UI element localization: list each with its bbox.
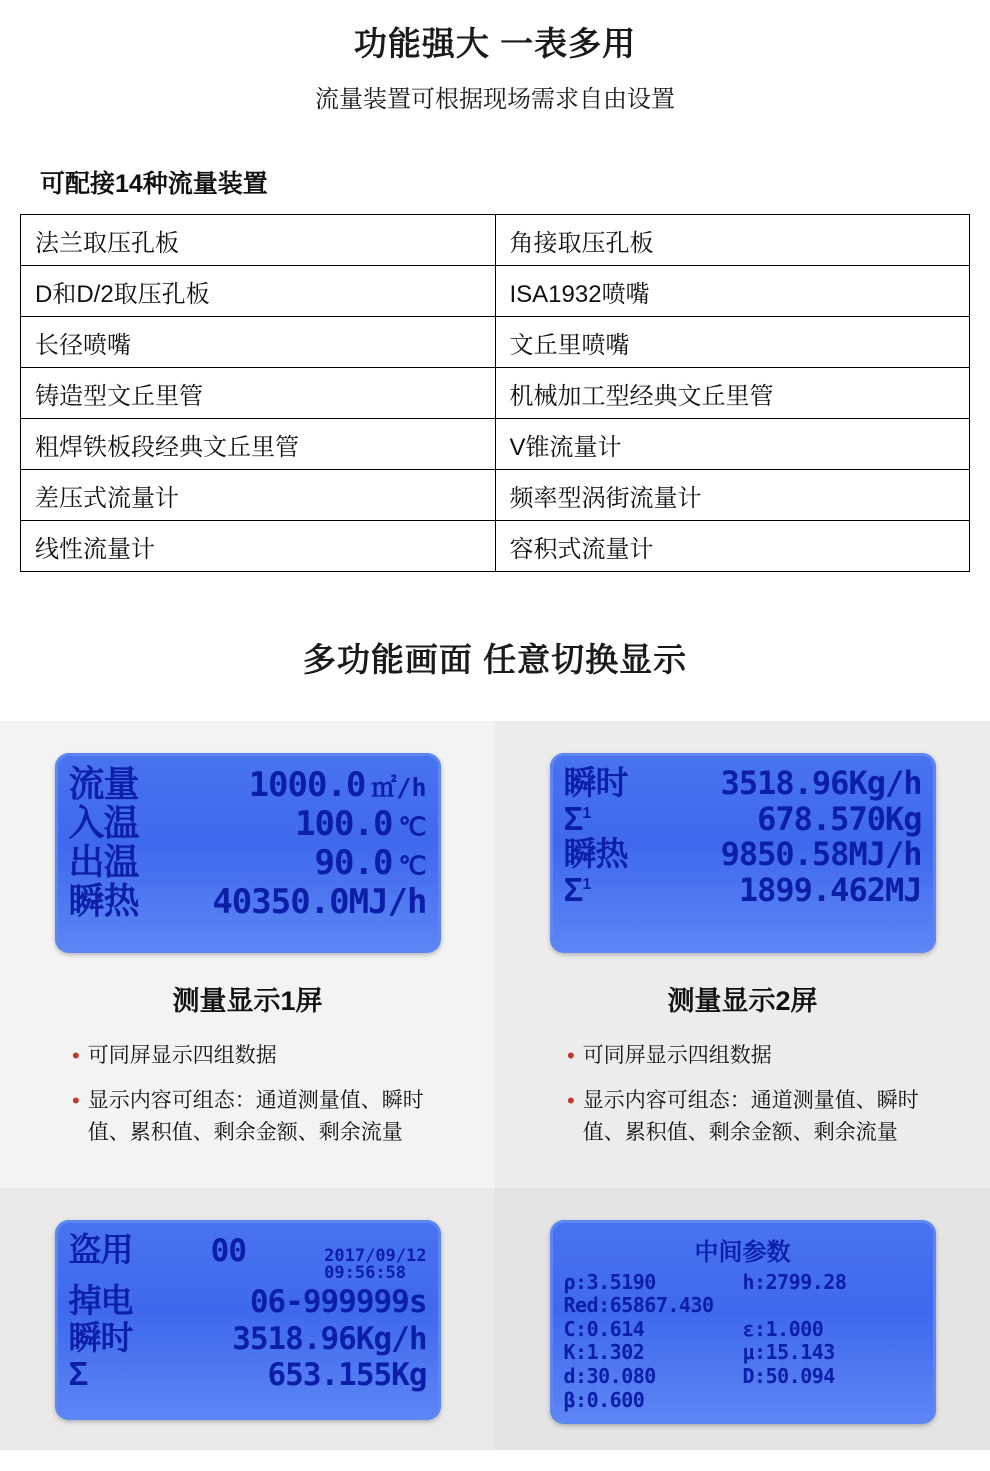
table-cell: 容积式流量计 (495, 521, 970, 572)
lcd-row (564, 836, 922, 872)
table-cell: 粗焊铁板段经典文丘里管 (21, 419, 496, 470)
param: C:0.614 (563, 1316, 645, 1341)
param: d:30.080 (563, 1364, 656, 1389)
list-item (72, 1040, 462, 1073)
lcd-label: 瞬热 (563, 835, 628, 873)
screen1-bullets (72, 1040, 462, 1150)
table-cell: V锥流量计 (495, 419, 970, 470)
bullet-text: 显示内容可组态：通道测量值、瞬时值、累积值、剩余金额、剩余流量 (87, 1088, 424, 1145)
screen2-cell (495, 721, 990, 1188)
param: D:50.094 (742, 1364, 835, 1389)
lcd-value: 90.0 (314, 842, 393, 883)
param (743, 1389, 922, 1413)
lcd-row (564, 1294, 922, 1318)
lcd-value: 06-999999s (249, 1284, 427, 1321)
param: ρ:3.5190 (563, 1269, 656, 1294)
table-cell: D和D/2取压孔板 (21, 266, 496, 317)
lcd-value: 678.570Kg (757, 799, 922, 838)
lcd-timestamp: 2017/09/12 09:56:58 (324, 1245, 427, 1284)
lcd-row (69, 1320, 427, 1356)
param (743, 1294, 922, 1318)
lcd-row (564, 1271, 922, 1295)
bullet-dot-icon: • (567, 1087, 575, 1113)
param: β:0.600 (563, 1387, 645, 1412)
lcd-row (564, 1389, 922, 1413)
lcd-label: Σ (68, 1355, 88, 1393)
table-cell: 机械加工型经典文丘里管 (495, 368, 970, 419)
page-subtitle: 流量装置可根据现场需求自由设置 (315, 86, 675, 113)
lcd-label: $\Sigma^1$ (563, 870, 591, 908)
screen2-caption: 测量显示2屏 (667, 986, 818, 1016)
lcd-display-2 (550, 753, 936, 953)
table-cell: 铸造型文丘里管 (21, 368, 496, 419)
lcd-value: 1000.0 (248, 765, 366, 805)
lcd-display-4 (550, 1220, 936, 1425)
lcd-value: 00 (210, 1232, 246, 1269)
list-item (567, 1040, 957, 1073)
table-row (21, 521, 970, 572)
lcd-row (564, 1365, 922, 1389)
list-item (72, 1085, 462, 1150)
lcd-row (564, 872, 922, 908)
table-cell: 角接取压孔板 (495, 215, 970, 266)
lcd-label: $\Sigma^1$ (563, 799, 591, 837)
lcd-row (564, 765, 922, 801)
bullet-dot-icon: • (72, 1087, 80, 1113)
lcd-label: 瞬热 (68, 879, 139, 921)
screen2-bullets (567, 1040, 957, 1150)
table-cell: 文丘里喷嘴 (495, 317, 970, 368)
page-title: 功能强大 一表多用 (353, 25, 637, 62)
table-cell: 长径喷嘴 (21, 317, 496, 368)
screens-section-title: 多功能画面 任意切换显示 (302, 641, 688, 678)
table-cell: ISA1932喷嘴 (495, 266, 970, 317)
screen1-caption: 测量显示1屏 (172, 986, 323, 1016)
lcd-label: 盗用 (68, 1230, 133, 1268)
lcd-value: 40350.0MJ/h (212, 881, 427, 922)
table-row (21, 368, 970, 419)
lcd-label: 瞬时 (563, 764, 628, 801)
table-cell: 差压式流量计 (21, 470, 496, 521)
table-row (21, 419, 970, 470)
bullet-text: 可同屏显示四组数据 (87, 1044, 277, 1067)
bullet-dot-icon: • (567, 1043, 575, 1068)
lcd-unit: ℃ (398, 811, 427, 841)
devices-table (20, 214, 970, 572)
lcd-value: 3518.96Kg/h (232, 1320, 427, 1357)
table-cell: 频率型涡街流量计 (495, 470, 970, 521)
lcd-row (564, 1341, 922, 1365)
list-item (567, 1085, 957, 1150)
lcd-row (69, 1283, 427, 1319)
lcd-value: 100.0 (295, 803, 393, 844)
lcd-row (68, 840, 427, 883)
bullet-dot-icon: • (72, 1043, 80, 1068)
lcd-row (68, 801, 427, 844)
param: K:1.302 (563, 1340, 645, 1365)
lcd-label: 掉电 (68, 1282, 133, 1320)
param: ε:1.000 (742, 1316, 824, 1341)
lcd-row (68, 879, 427, 922)
lcd-label: 入温 (68, 801, 139, 843)
lcd-row (69, 1232, 427, 1284)
table-row (21, 266, 970, 317)
lcd-row (564, 801, 922, 837)
lcd-label: 流量 (68, 763, 139, 804)
table-row (21, 470, 970, 521)
screen4-cell (495, 1188, 990, 1451)
lcd-value: 3518.96Kg/h (720, 764, 922, 802)
lcd-label: 出温 (68, 840, 139, 882)
screen1-cell (0, 721, 495, 1188)
table-row (21, 215, 970, 266)
lcd-label: 瞬时 (68, 1318, 133, 1356)
lcd-row (69, 765, 427, 804)
table-cell: 线性流量计 (21, 521, 496, 572)
table-cell: 法兰取压孔板 (21, 215, 496, 266)
param: h:2799.28 (742, 1269, 847, 1294)
lcd-row (564, 1318, 922, 1342)
bullet-text: 可同屏显示四组数据 (582, 1044, 772, 1067)
screens-grid (0, 721, 990, 1450)
param: μ:15.143 (742, 1340, 835, 1365)
param: Red:65867.430 (563, 1293, 714, 1318)
lcd-value: 1899.462MJ (738, 870, 922, 909)
lcd-display-3 (55, 1220, 441, 1420)
bullet-text: 显示内容可组态：通道测量值、瞬时值、累积值、剩余金额、剩余流量 (582, 1088, 919, 1145)
lcd-unit: ℃ (398, 850, 427, 880)
table-row (21, 317, 970, 368)
lcd-display-1 (55, 753, 441, 953)
lcd-value: 9850.58MJ/h (720, 835, 922, 874)
lcd-unit: ㎡/h (371, 773, 427, 802)
top-section (0, 0, 990, 572)
lcd-value: 653.155Kg (267, 1357, 427, 1394)
screen3-cell (0, 1188, 495, 1451)
devices-lead-text: 可配接14种流量装置 (40, 170, 268, 198)
lcd-title: 中间参数 (694, 1238, 791, 1266)
lcd-row (69, 1356, 427, 1392)
